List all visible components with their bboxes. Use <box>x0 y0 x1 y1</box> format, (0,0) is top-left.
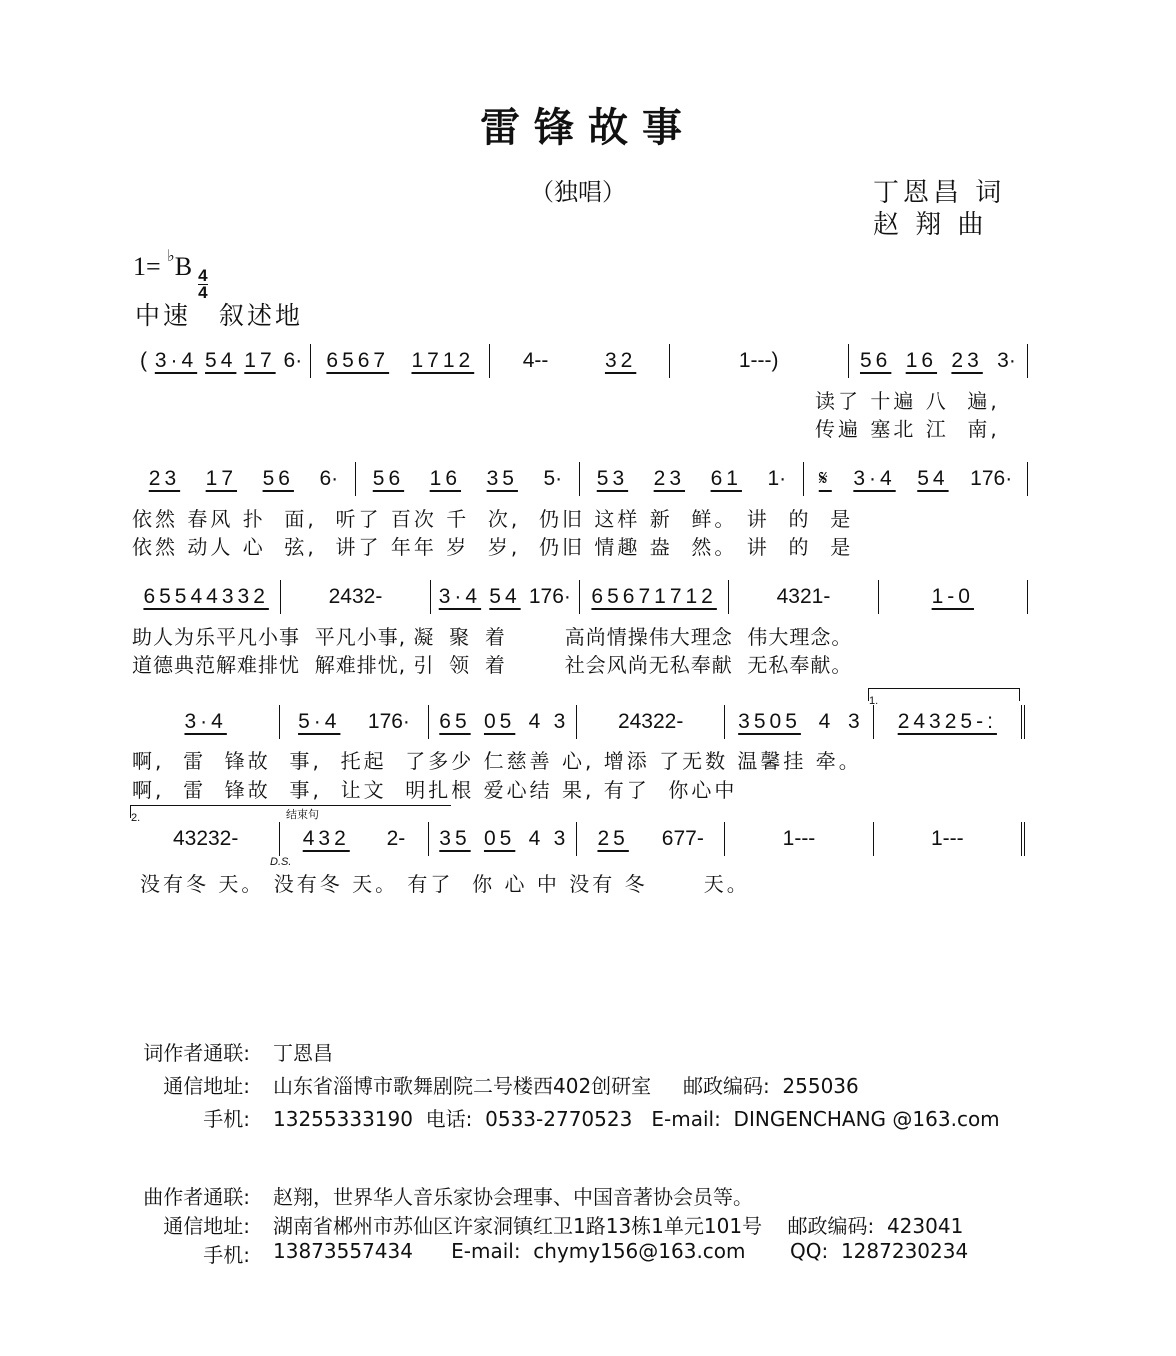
note-group: 54 <box>917 467 949 490</box>
note-group: 3·4 <box>154 349 198 372</box>
note-group: 5· <box>543 467 563 490</box>
note-group: 53 <box>596 467 629 490</box>
bar-line <box>1027 462 1028 496</box>
measure <box>490 349 668 373</box>
note-group: 61 <box>710 467 742 490</box>
key-signature <box>133 246 208 301</box>
note-group: 6567 <box>326 349 390 372</box>
note-group: 2- <box>386 827 406 850</box>
measure <box>577 827 724 851</box>
measure <box>577 710 724 734</box>
note-group: 54 <box>205 349 237 372</box>
notation-row <box>132 462 1028 496</box>
note-group: ( <box>139 349 147 372</box>
footer-value: 山东省淄博市歌舞剧院二号楼西402创研室 邮政编码: 255036 <box>273 1074 859 1098</box>
note-group: 3·4 <box>853 467 896 490</box>
lyric-line: 读了 十遍 八 遍, <box>815 389 1000 413</box>
note-group: 2432- <box>328 585 383 608</box>
footer-value: 13873557434 E-mail: chymy156@163.com QQ: 1287230234 <box>273 1239 969 1263</box>
note-group: 3·4 <box>184 710 227 733</box>
ds-mark: D.S. <box>270 856 292 868</box>
note-group: 35 <box>486 467 518 490</box>
ending-label: 结束句 <box>286 809 319 821</box>
note-group: 24322- <box>617 710 684 733</box>
measure <box>725 710 872 734</box>
measure <box>431 585 579 609</box>
note-group: 54 <box>489 585 521 608</box>
bar-line <box>1021 822 1028 856</box>
footer-label: 曲作者通联: <box>143 1185 250 1209</box>
lyric-line: 依然 动人 心 弦, 讲了 年年 岁 岁, 仍旧 情趣 盎 然。 讲 的 是 <box>132 535 854 559</box>
volta-1-label: 1. <box>869 695 879 707</box>
measure <box>580 585 728 609</box>
note-group: 4 <box>528 827 541 850</box>
volta-1 <box>868 688 1020 707</box>
measure <box>670 349 848 373</box>
note-group: 56 <box>859 349 892 372</box>
note-group: 65 <box>439 710 471 733</box>
note-group: 3·4 <box>438 585 482 608</box>
measure <box>429 827 576 851</box>
lyric-line: 依然 春风 扑 面, 听了 百次 千 次, 仍旧 这样 新 鲜。 讲 的 是 <box>132 507 854 531</box>
note-group: 4 <box>528 710 541 733</box>
note-group: 176· <box>970 467 1013 490</box>
measure <box>280 827 427 851</box>
composer: 赵 翔 曲 <box>873 210 988 240</box>
lyric-line: 没有冬 天。 没有冬 天。 有了 你 心 中 没有 冬 天。 <box>140 872 750 896</box>
time-bottom: 4 <box>198 283 208 302</box>
notation-row <box>132 822 1028 856</box>
lyric-line: 助人为乐平凡小事 平凡小事, 凝 聚 着 高尚情操伟大理念 伟大理念。 <box>132 625 853 649</box>
lyric-line: 道德典范解难排忧 解难排忧, 引 领 着 社会风尚无私奉献 无私奉献。 <box>132 653 853 677</box>
note-group: 1· <box>767 467 787 490</box>
note-group: 3505 <box>738 710 801 733</box>
tempo-marking: 中速 叙述地 <box>135 301 304 330</box>
note-group: 17 <box>244 349 276 372</box>
note-group: 16 <box>905 349 938 372</box>
measure <box>356 467 579 491</box>
note-group: 17 <box>205 467 238 490</box>
note-group: 23 <box>951 349 983 372</box>
note-group: 4 <box>818 710 831 733</box>
note-group: 432 <box>302 827 350 850</box>
notation-row <box>132 580 1028 614</box>
note-group: 32 <box>604 349 637 372</box>
note-group: 677- <box>661 827 704 850</box>
lyric-line: 啊, 雷 锋故 事, 托起 了多少 仁慈善 心, 增添 了无数 温馨挂 牵。 <box>132 749 862 773</box>
measure <box>429 710 576 734</box>
song-title: 雷锋故事 <box>480 104 696 151</box>
footer-label: 词作者通联: <box>143 1041 250 1065</box>
note-group: 1---) <box>738 349 779 372</box>
footer-label: 通信地址: <box>163 1074 250 1098</box>
measure <box>132 585 280 609</box>
footer-label: 通信地址: <box>163 1214 250 1238</box>
time-top: 4 <box>198 266 208 285</box>
measure <box>132 467 355 491</box>
subtitle: （独唱） <box>530 178 626 206</box>
note-group: 35 <box>439 827 471 850</box>
note-group: 𝄋 <box>818 467 832 490</box>
measure <box>725 827 872 851</box>
note-group: 16 <box>429 467 462 490</box>
note-group: 3· <box>997 349 1016 372</box>
note-group: 4-- <box>522 349 549 372</box>
note-group: 43232- <box>172 827 239 850</box>
footer-label: 手机: <box>203 1243 250 1267</box>
note-group: 4321- <box>776 585 831 608</box>
measure <box>132 710 279 734</box>
footer-value: 赵翔，世界华人音乐家协会理事、中国音著协会员等。 <box>273 1185 753 1209</box>
measure <box>804 467 1027 491</box>
note-group: 56 <box>372 467 405 490</box>
measure <box>729 585 877 609</box>
note-group: 05 <box>483 827 516 850</box>
measure <box>879 585 1027 609</box>
note-group: 176· <box>367 710 410 733</box>
lyricist: 丁恩昌 词 <box>873 178 1006 208</box>
bar-line <box>1021 705 1028 739</box>
note-group: 56 <box>262 467 294 490</box>
note-group: 3 <box>848 710 860 733</box>
lyric-line: 啊, 雷 锋故 事, 让文 明扎根 爱心结 果, 有了 你心中 <box>132 778 738 802</box>
measure <box>132 349 310 373</box>
note-group: 24325-: <box>897 710 997 733</box>
note-group: 3 <box>553 710 566 733</box>
measure <box>280 710 427 734</box>
note-group: 65544332 <box>143 585 269 608</box>
note-group: 6· <box>283 349 303 372</box>
note-group: 5·4 <box>298 710 341 733</box>
footer-value: 湖南省郴州市苏仙区许家洞镇红卫1路13栋1单元101号 邮政编码: 423041 <box>273 1214 964 1238</box>
note-group: 3 <box>553 827 566 850</box>
footer-value: 13255333190 电话: 0533-2770523 E-mail: DINGENCHANG @163.com <box>273 1107 1000 1131</box>
note-group: 05 <box>483 710 516 733</box>
notation-row <box>132 705 1028 739</box>
note-group: 1--- <box>782 827 816 850</box>
note-group: 6· <box>319 467 339 490</box>
note-group: 1--- <box>930 827 964 850</box>
measure <box>580 467 803 491</box>
note-group: 65671712 <box>591 585 717 608</box>
bar-line <box>1027 580 1028 614</box>
note-group: 1712 <box>411 349 475 372</box>
note-group: 1-0 <box>931 585 974 608</box>
note-group: 23 <box>148 467 181 490</box>
notation-row <box>132 344 1028 378</box>
measure <box>281 585 429 609</box>
measure <box>874 827 1021 851</box>
note-group: 23 <box>653 467 686 490</box>
key-note: B <box>174 252 193 281</box>
key-prefix: 1= <box>133 252 161 281</box>
bar-line <box>1027 344 1028 378</box>
measure <box>311 349 489 373</box>
measure <box>874 710 1021 734</box>
flat-sign: ♭ <box>167 248 175 265</box>
footer-label: 手机: <box>203 1107 250 1131</box>
note-group: 176· <box>528 585 571 608</box>
measure <box>849 349 1027 373</box>
lyric-line: 传遍 塞北 江 南, <box>815 417 1000 441</box>
measure <box>132 827 279 851</box>
note-group: 25 <box>597 827 629 850</box>
footer-value: 丁恩昌 <box>273 1041 333 1065</box>
volta-2-label: 2. <box>131 812 141 824</box>
